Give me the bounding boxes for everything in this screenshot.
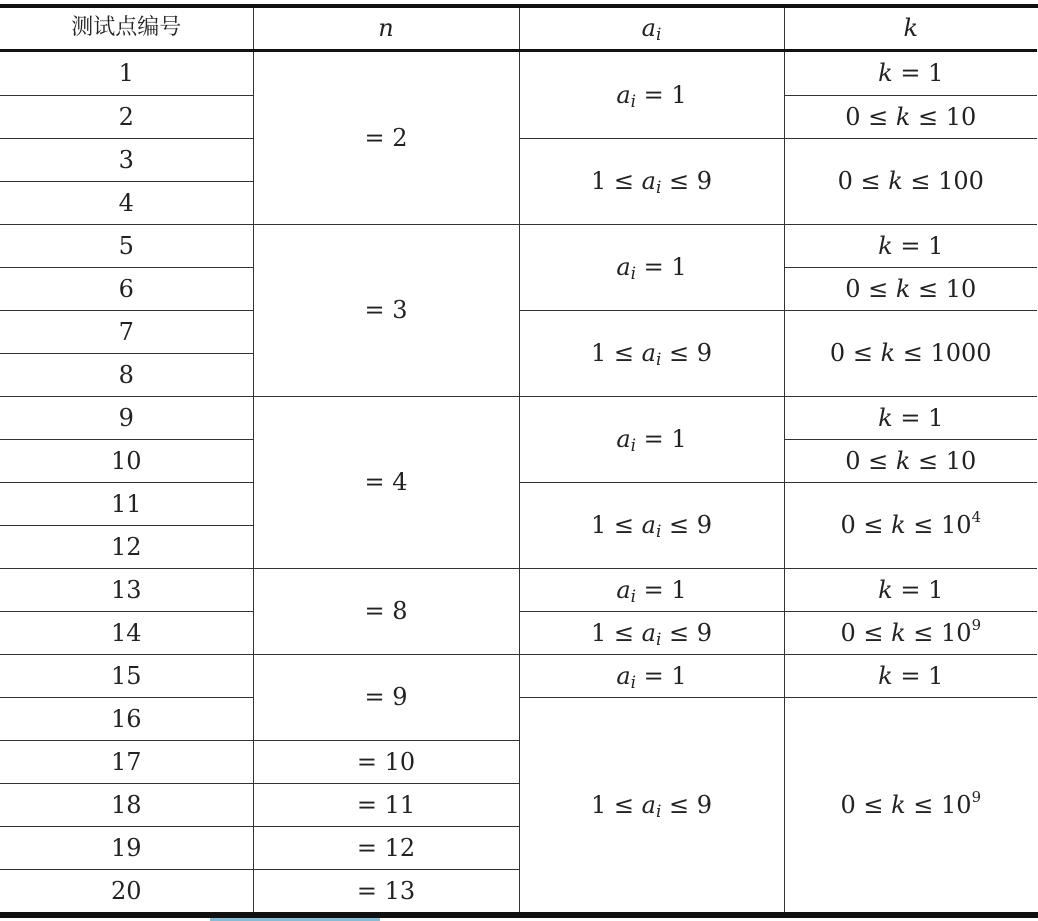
table-row (0, 568, 1037, 611)
header-a: $a_i$ (519, 8, 784, 50)
table-row (0, 611, 1037, 654)
n-cell: = 10 (253, 740, 519, 783)
a-cell: $1 \le a_i \le 9$ (519, 310, 784, 396)
a-cell: $1 \le a_i \le 9$ (519, 482, 784, 568)
table-row (0, 396, 1037, 439)
n-cell: = 3 (253, 224, 519, 396)
table-row (0, 138, 1037, 181)
table-bottom-rule (0, 912, 1038, 918)
a-cell: $1 \le a_i \le 9$ (519, 138, 784, 224)
k-cell: 0 ≤ k ≤ 10 (784, 267, 1037, 310)
a-cell: $1 \le a_i \le 9$ (519, 697, 784, 912)
test-point-id: 19 (0, 826, 253, 869)
test-point-id: 20 (110, 876, 142, 905)
test-point-table (0, 8, 1037, 913)
test-point-id: 1 (0, 50, 253, 95)
header-row (0, 8, 1037, 50)
test-point-id: 3 (0, 138, 253, 181)
test-point-id: 9 (0, 396, 253, 439)
k-cell: 0 ≤ k ≤ 1000 (784, 310, 1037, 396)
test-point-id: 15 (0, 654, 253, 697)
a-cell: $a_i = 1$ (519, 568, 784, 611)
k-cell: $0 \le k \le 10^9$ (784, 611, 1037, 654)
k-cell: k = 1 (784, 568, 1037, 611)
header-test-point-id: 测试点编号 (71, 15, 182, 41)
test-point-id: 4 (0, 181, 253, 224)
k-cell: k = 1 (784, 654, 1037, 697)
test-point-id: 18 (0, 783, 253, 826)
header-k: k (784, 8, 1037, 50)
k-cell: k = 1 (784, 224, 1037, 267)
test-point-id: 6 (0, 267, 253, 310)
test-point-id: 16 (0, 697, 253, 740)
k-cell: 0 ≤ k ≤ 100 (784, 138, 1037, 224)
k-cell: k = 1 (784, 396, 1037, 439)
table-row (0, 697, 1037, 740)
k-cell: 0 ≤ k ≤ 10 (784, 439, 1037, 482)
test-point-id: 11 (0, 482, 253, 525)
a-cell: $a_i = 1$ (519, 224, 784, 310)
k-cell: k = 1 (784, 50, 1037, 95)
a-cell: $a_i = 1$ (519, 654, 784, 697)
test-point-id: 10 (0, 439, 253, 482)
n-cell: = 12 (253, 826, 519, 869)
table-row (0, 654, 1037, 697)
test-point-id: 8 (0, 353, 253, 396)
test-point-id: 5 (0, 224, 253, 267)
n-cell: = 13 (253, 869, 519, 912)
table-row (0, 310, 1037, 353)
table-row (0, 50, 1037, 95)
test-point-id: 14 (0, 611, 253, 654)
test-point-id: 2 (0, 95, 253, 138)
table-row (0, 482, 1037, 525)
test-point-id: 13 (0, 568, 253, 611)
n-cell: = 4 (253, 396, 519, 568)
a-cell: $1 \le a_i \le 9$ (519, 611, 784, 654)
a-cell: $a_i = 1$ (519, 396, 784, 482)
n-cell: = 11 (253, 783, 519, 826)
header-n: n (253, 8, 519, 50)
n-cell: = 9 (253, 654, 519, 740)
table-row (0, 224, 1037, 267)
a-cell: $a_i = 1$ (519, 50, 784, 138)
k-cell: $0 \le k \le 10^4$ (784, 482, 1037, 568)
test-point-id: 7 (0, 310, 253, 353)
n-cell: = 8 (253, 568, 519, 654)
test-point-id: 17 (0, 740, 253, 783)
k-cell: $0 \le k \le 10^9$ (784, 697, 1037, 912)
k-cell: 0 ≤ k ≤ 10 (784, 95, 1037, 138)
n-cell: = 2 (253, 50, 519, 224)
test-point-id: 12 (0, 525, 253, 568)
